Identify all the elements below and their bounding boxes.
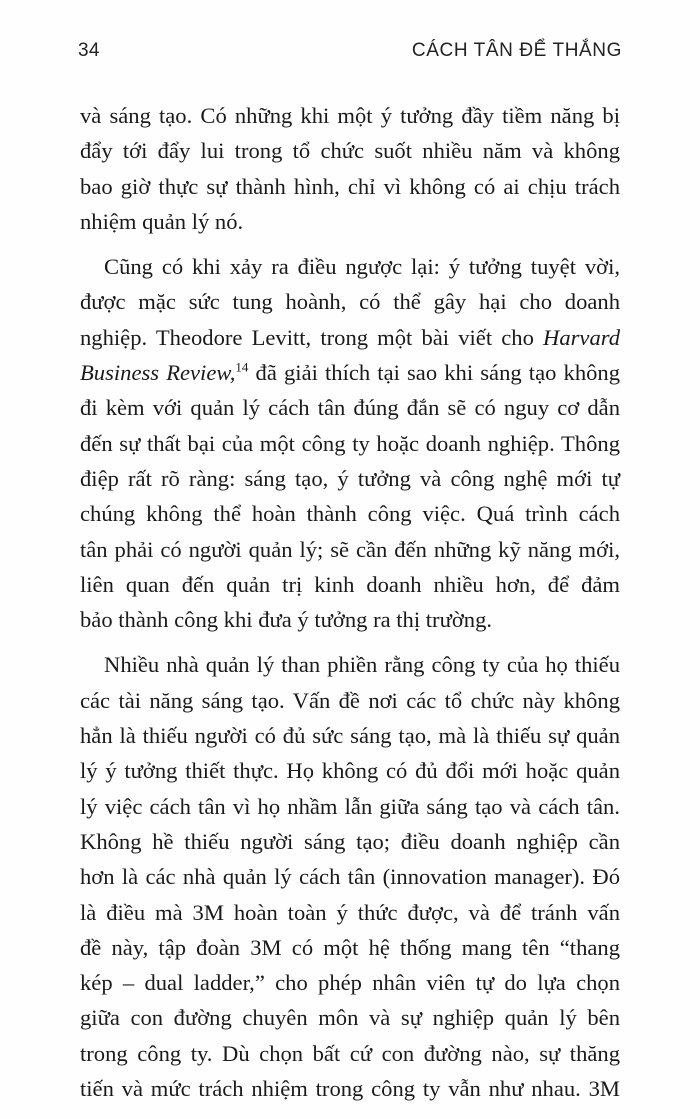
text-line: đề này, tập đoàn 3M có một hệ thống mang tên “thang [80, 934, 620, 960]
text-line: trong công ty. Dù chọn bất cứ con đường nào, sự thăng [80, 1040, 620, 1066]
italic-journal-title: Harvard [543, 324, 620, 350]
paragraph-gap [80, 637, 620, 647]
text-line: hẳn là thiếu người có đủ sức sáng tạo, mà là thiếu sự quản [80, 723, 620, 749]
text-line: đi kèm với quản lý cách tân đúng đắn sẽ có nguy cơ dẫn [80, 395, 620, 421]
text-line: được mặc sức tung hoành, có thể gây hại cho doanh [80, 289, 620, 315]
text-line: Cũng có khi xảy ra điều ngược lại: ý tưởng tuyệt vời, [104, 254, 620, 280]
text-line: chúng không thể hoàn thành công việc. Quá trình cách [80, 501, 620, 527]
italic-journal-title-cont: Business Review, [80, 360, 236, 386]
footnote-marker: 14 [235, 359, 249, 375]
book-title: CÁCH TÂN ĐỂ THẮNG [411, 40, 622, 61]
text-line: hơn là các nhà quản lý cách tân (innovation manager). Đó [80, 864, 620, 890]
text-fragment: đã giải thích tại sao khi sáng tạo không [248, 360, 621, 386]
body-text [80, 98, 620, 1106]
text-line: liên quan đến quản trị kinh doanh nhiều hơn, để đảm [80, 571, 620, 597]
text-line: Nhiều nhà quản lý than phiền rằng công ty của họ thiếu [104, 652, 620, 678]
text-line: giữa con đường chuyên môn và sự nghiệp quản lý bên [80, 1005, 620, 1031]
text-fragment: nghiệp. Theodore Levitt, trong một bài viết cho [80, 324, 544, 350]
running-header [78, 40, 622, 70]
text-line: nhiệm quản lý nó. [80, 208, 244, 234]
text-line: và sáng tạo. Có những khi một ý tưởng đầy tiềm năng bị [80, 103, 620, 128]
text-line: là điều mà 3M hoàn toàn ý thức được, và để tránh vấn [80, 899, 620, 925]
text-line-with-italic [80, 320, 620, 355]
page-number: 34 [78, 40, 100, 61]
text-line: kép – dual ladder,” cho phép nhân viên tự do lựa chọn [80, 970, 620, 996]
text-line: các tài năng sáng tạo. Vấn đề nơi các tổ chức này không [80, 687, 620, 713]
text-line: tân phải có người quản lý; sẽ cần đến những kỹ năng mới, [80, 536, 620, 562]
text-line: tiến và mức trách nhiệm trong công ty vẫn như nhau. 3M [80, 1076, 620, 1102]
paragraph-gap [80, 239, 620, 249]
text-line: Không hề thiếu người sáng tạo; điều doanh nghiệp cần [80, 828, 620, 854]
text-line: lý việc cách tân vì họ nhầm lẫn giữa sáng tạo và cách tân. [80, 793, 620, 819]
text-line: đến sự thất bại của một công ty hoặc doanh nghiệp. Thông [80, 430, 620, 456]
text-line: lý ý tưởng thiết thực. Họ không có đủ đổi mới hoặc quản [80, 758, 620, 784]
text-line-with-footnote [80, 355, 620, 390]
text-line: điệp rất rõ ràng: sáng tạo, ý tưởng và công nghệ mới tự [80, 465, 620, 491]
text-line: bao giờ thực sự thành hình, chỉ vì không có ai chịu trách [80, 173, 620, 199]
text-line: đẩy tới đẩy lui trong tổ chức suốt nhiều năm và không [80, 138, 620, 164]
text-line: bảo thành công khi đưa ý tưởng ra thị trường. [80, 607, 493, 633]
